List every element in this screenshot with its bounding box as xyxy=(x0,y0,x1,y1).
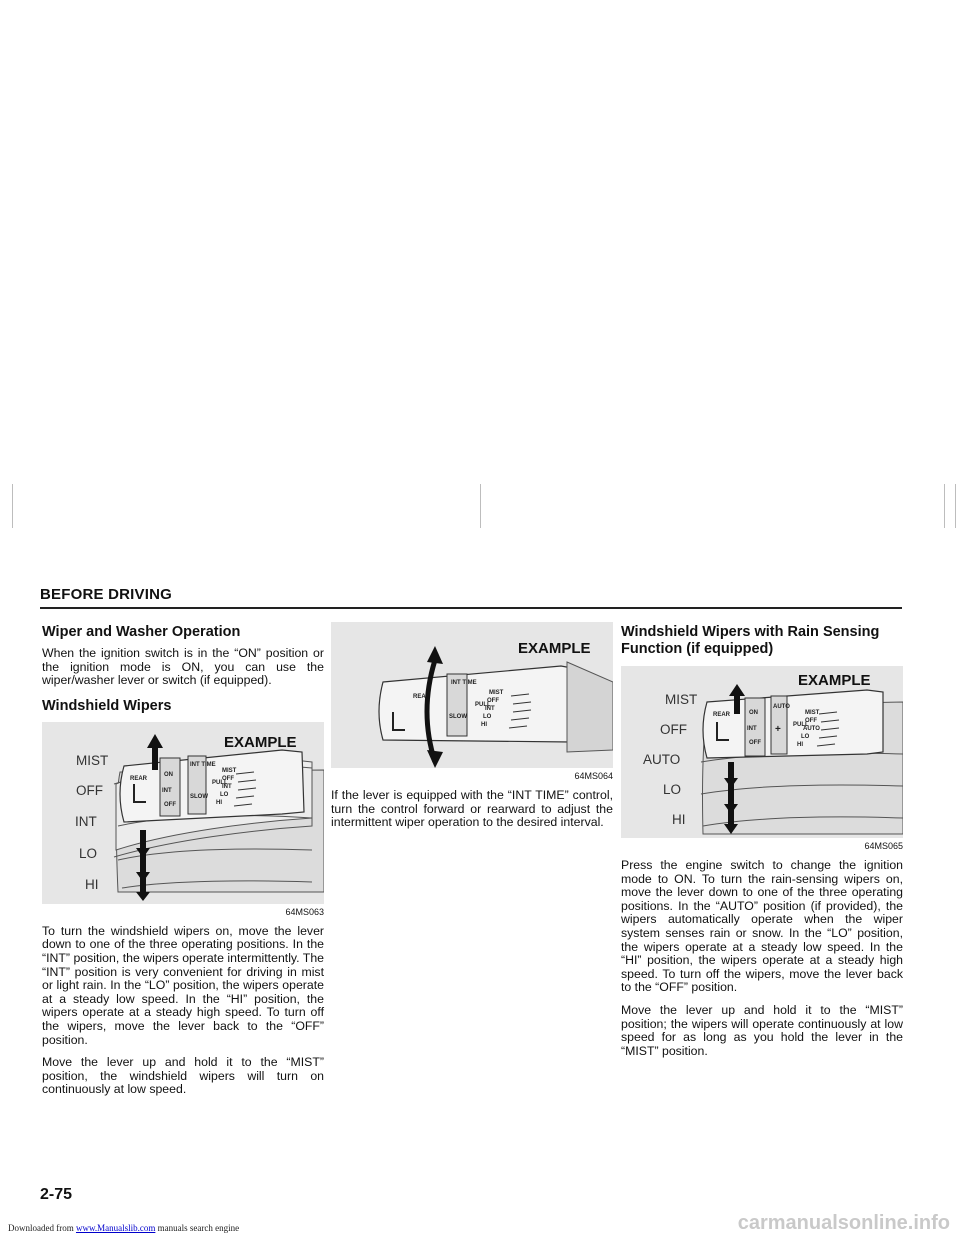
lever-label-pull: PULL xyxy=(793,722,809,728)
lever-label-int-time: INT TIME xyxy=(190,761,216,768)
section-title: Windshield Wipers with Rain Sensing Function (if equipped) xyxy=(621,624,880,657)
lever-label-hi: HI xyxy=(216,799,222,806)
position-label-lo: LO xyxy=(79,845,98,861)
lever-label-int: INT xyxy=(485,706,495,712)
lever-label-off: OFF xyxy=(749,740,761,746)
position-label-lo: LO xyxy=(663,782,682,797)
position-label-off: OFF xyxy=(76,782,103,798)
watermark: carmanualsonline.info xyxy=(737,1212,950,1234)
lever-body xyxy=(120,750,304,822)
crop-mark xyxy=(12,484,13,528)
position-label-mist: MIST xyxy=(76,752,109,768)
lever-label-int2: INT xyxy=(222,783,232,790)
lever-label-hi: HI xyxy=(481,722,487,728)
lever-label-lo: LO xyxy=(483,714,492,720)
section-title: Wiper and Washer Operation xyxy=(42,624,241,640)
figure-example-label: EXAMPLE xyxy=(224,733,297,751)
lever-label-lo: LO xyxy=(801,734,810,740)
lever-label-off: OFF xyxy=(164,801,176,808)
lever-label-int: INT xyxy=(747,726,757,732)
footer-suffix: manuals search engine xyxy=(157,1223,240,1233)
position-label-int: INT xyxy=(75,813,97,829)
position-label-mist: MIST xyxy=(665,692,698,707)
lever-label-pull: PULL xyxy=(212,779,228,786)
crop-mark xyxy=(955,484,956,528)
lever-label-pull: PULL xyxy=(475,702,491,708)
position-label-hi: HI xyxy=(672,812,686,827)
page-number: 2-75 xyxy=(40,1186,73,1203)
column-left xyxy=(42,620,324,1106)
paragraph: Move the lever up and hold it to the “MIST” position, the windshield wipers will turn on continuously at low speed. xyxy=(42,1055,324,1097)
lever-label-lo: LO xyxy=(220,791,229,798)
figure-example-label: EXAMPLE xyxy=(798,672,871,689)
lever-label-mist: MIST xyxy=(222,767,237,774)
lever-label-off: OFF xyxy=(487,698,499,704)
crop-mark xyxy=(480,484,481,528)
lever-label-slow: SLOW xyxy=(449,714,467,720)
position-label-hi: HI xyxy=(85,876,99,892)
lever-label-int-time: INT TIME xyxy=(451,680,477,686)
intro-paragraph: When the ignition switch is in the “ON” position or the ignition mode is ON, you can use the wiper/washer lever or switch (if equipped). xyxy=(42,646,324,688)
footer xyxy=(8,1223,239,1233)
lever-label-on: ON xyxy=(749,710,758,716)
lever-label-auto2: AUTO xyxy=(803,726,820,732)
column-right xyxy=(621,620,903,1067)
paragraph: If the lever is equipped with the “INT TIME” control, turn the control forward or rearward to adjust the intermittent wiper operation to the desired interval. xyxy=(331,788,613,830)
footer-prefix: Downloaded from xyxy=(8,1223,74,1233)
section-header: BEFORE DRIVING xyxy=(40,586,172,603)
wiper-lever-figure-3 xyxy=(621,666,903,838)
lever-label-rear: REAR xyxy=(413,694,431,700)
column-middle xyxy=(331,622,613,839)
lever-label-rear: REAR xyxy=(713,712,731,718)
position-label-auto: AUTO xyxy=(643,752,681,767)
paragraph: To turn the windshield wipers on, move the lever down to one of the three operating positions. In the “INT” position, the wipers operate intermittently. The “INT” position is very convenient for driving in mist or light rain. In the “LO” position, the wipers operate at a steady low speed. In the “HI” position, the wipers operate at a steady high speed. To turn off the wipers, move the lever back to the “OFF” position. xyxy=(42,923,324,1047)
crop-mark xyxy=(944,484,945,528)
lever-base xyxy=(567,662,613,752)
lever-label-auto: AUTO xyxy=(773,704,790,710)
wiper-lever-figure-2 xyxy=(331,622,613,768)
wiper-lever-figure-1 xyxy=(42,722,324,904)
figure-code: 64MS063 xyxy=(285,906,324,917)
footer-link[interactable]: www.Manualslib.com xyxy=(75,1223,156,1233)
lever-label-mist: MIST xyxy=(489,690,504,696)
wiper-lever-illustration xyxy=(42,722,324,904)
figure-example-label: EXAMPLE xyxy=(518,640,591,657)
lever-label-off2: OFF xyxy=(805,718,817,724)
lever-label-slow: SLOW xyxy=(190,793,208,800)
figure-code: 64MS064 xyxy=(574,771,613,781)
lever-label-plus: + xyxy=(775,724,781,735)
position-label-off: OFF xyxy=(660,722,687,737)
header-rule xyxy=(40,607,902,609)
figure-code: 64MS065 xyxy=(864,841,903,851)
lever-label-int: INT xyxy=(162,787,172,794)
lever-label-hi: HI xyxy=(797,742,803,748)
int-time-lever-illustration xyxy=(331,622,613,768)
subsection-title: Windshield Wipers xyxy=(42,697,172,714)
lever-label-mist: MIST xyxy=(805,710,820,716)
rain-sensing-lever-illustration xyxy=(621,666,903,838)
paragraph: Press the engine switch to change the ignition mode to ON. To turn the rain-sensing wipers on, move the lever down to one of the three operating positions. In the “AUTO” position (if provided), the wipers automatically operate when the wiper system senses rain or snow. In the “LO” position, the wipers operate at a steady low speed. In the “HI” position, the wipers operate at a steady high speed. To turn off the wipers, move the lever back to the “OFF” position. xyxy=(621,858,903,995)
lever-label-rear: REAR xyxy=(130,775,148,782)
lever-label-on: ON xyxy=(164,771,173,778)
lever-label-off2: OFF xyxy=(222,775,234,782)
paragraph: Move the lever up and hold it to the “MIST” position; the wipers will operate continuously at low speed for as long as you hold the lever in the “MIST” position. xyxy=(621,1002,903,1058)
